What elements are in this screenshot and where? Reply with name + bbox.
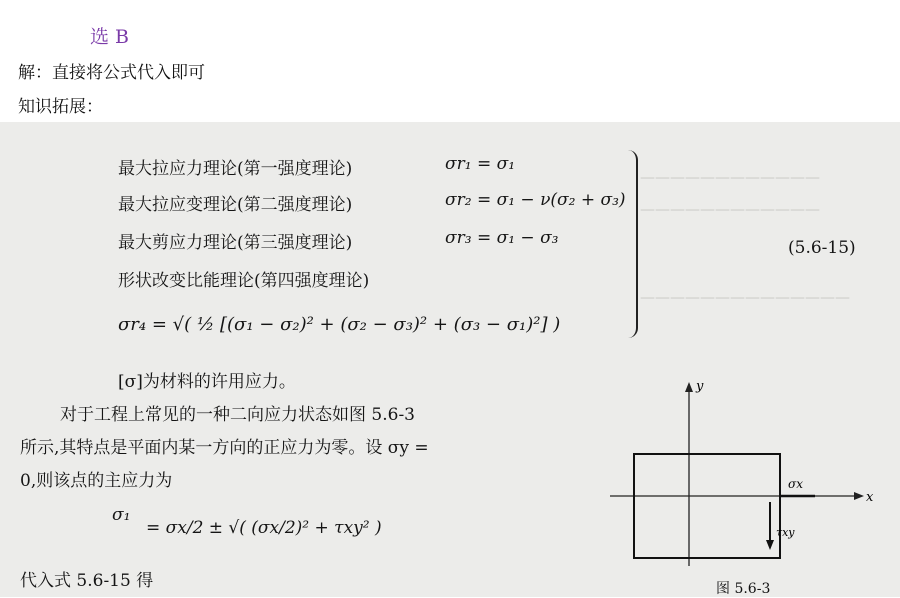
tau-label: τxy [776,526,795,539]
theory-2-name: 最大拉应变理论(第二强度理论) [118,195,353,215]
paragraph-line-1: 对于工程上常见的一种二向应力状态如图 5.6-3 [60,405,415,425]
theory-2-formula: σr₂ = σ₁ − ν(σ₂ + σ₃) [445,190,626,210]
y-axis-label: y [696,379,704,394]
paragraph-line-3: 0,则该点的主应力为 [20,471,173,491]
paragraph-line-2: 所示,其特点是平面内某一方向的正应力为零。设 σy = [20,438,429,458]
theory-1-name: 最大拉应力理论(第一强度理论) [118,159,353,179]
grouping-brace [626,150,638,338]
figure-caption: 图 5.6-3 [716,581,771,597]
answer-header [0,0,900,122]
theory-4-name: 形状改变比能理论(第四强度理论) [118,271,370,291]
x-axis-arrowhead [854,492,864,500]
stress-element-figure [600,378,880,578]
tau-arrowhead [766,540,774,550]
equation-number: (5.6-15) [788,238,856,258]
theory-4-formula: σr₄ = √( ½ [(σ₁ − σ₂)² + (σ₂ − σ₃)² + (σ₃ − σ₁)²] ) [118,314,561,335]
sigma-x-label: σx [788,477,803,491]
theory-3-formula: σr₃ = σ₁ − σ₃ [445,228,559,248]
bleed-through-text: ———————————— [640,168,820,186]
substitute-line: 代入式 5.6-15 得 [20,571,154,591]
extension-label: 知识拓展： [18,97,103,117]
answer-choice: 选 B [90,26,130,48]
allowable-stress-note: [σ]为材料的许用应力。 [118,372,296,392]
bleed-through-text: —————————————— [640,288,850,306]
theory-1-formula: σr₁ = σ₁ [445,154,516,174]
bleed-through-text: ———————————— [640,200,820,218]
y-axis-arrowhead [685,382,693,392]
theory-3-name: 最大剪应力理论(第三强度理论) [118,233,353,253]
principal-sigma-1: σ₁ [112,505,131,525]
solution-line: 解：直接将公式代入即可 [18,63,205,83]
x-axis-label: x [866,490,874,505]
principal-stress-formula: = σx/2 ± √( (σx/2)² + τxy² ) [146,518,382,538]
stress-element-square [634,454,780,558]
